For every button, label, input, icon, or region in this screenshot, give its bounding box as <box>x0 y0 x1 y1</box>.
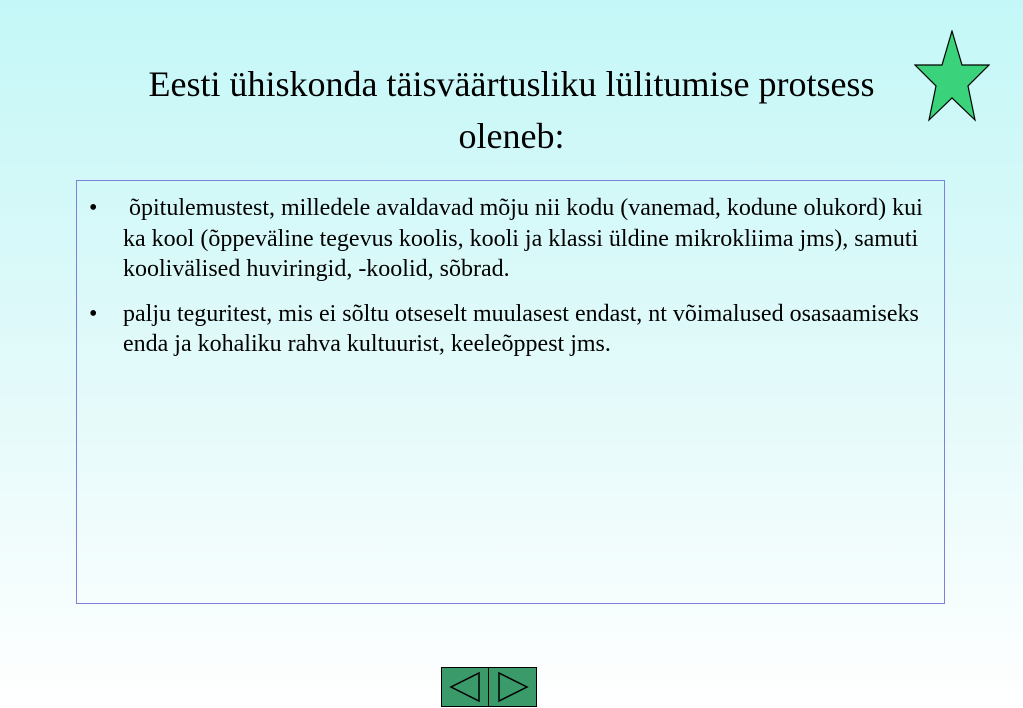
slide-title-line-2: oleneb: <box>458 116 565 156</box>
slide-title <box>60 58 963 162</box>
previous-slide-button[interactable] <box>441 667 489 707</box>
triangle-left-icon <box>447 671 483 703</box>
star-icon <box>914 30 990 122</box>
bullet-list <box>77 181 944 360</box>
bullet-text: palju teguritest, mis ei sõltu otseselt muulasest endast, nt võimalused osasaamiseks enda ja kohaliku rahva kultuurist, keeleõppest jms. <box>123 300 919 357</box>
next-slide-button[interactable] <box>489 667 537 707</box>
bullet-item <box>85 299 934 360</box>
slide-navigation <box>441 667 537 707</box>
slide-title-line-1: Eesti ühiskonda täisväärtusliku lülitumise protsess <box>148 64 875 104</box>
bullet-item <box>85 193 934 285</box>
bullet-mark: • <box>89 195 98 221</box>
triangle-right-icon <box>495 671 531 703</box>
content-box <box>76 180 945 604</box>
bullet-mark: • <box>89 300 98 327</box>
bullet-text: õpitulemustest, milledele avaldavad mõju nii kodu (vanemad, kodune olukord) kui ka kool (õppeväline tegevus koolis, kooli ja klassi üldine mikrokliima jms), samuti koolivälised huviringid, -koolid, sõbrad. <box>123 195 929 282</box>
